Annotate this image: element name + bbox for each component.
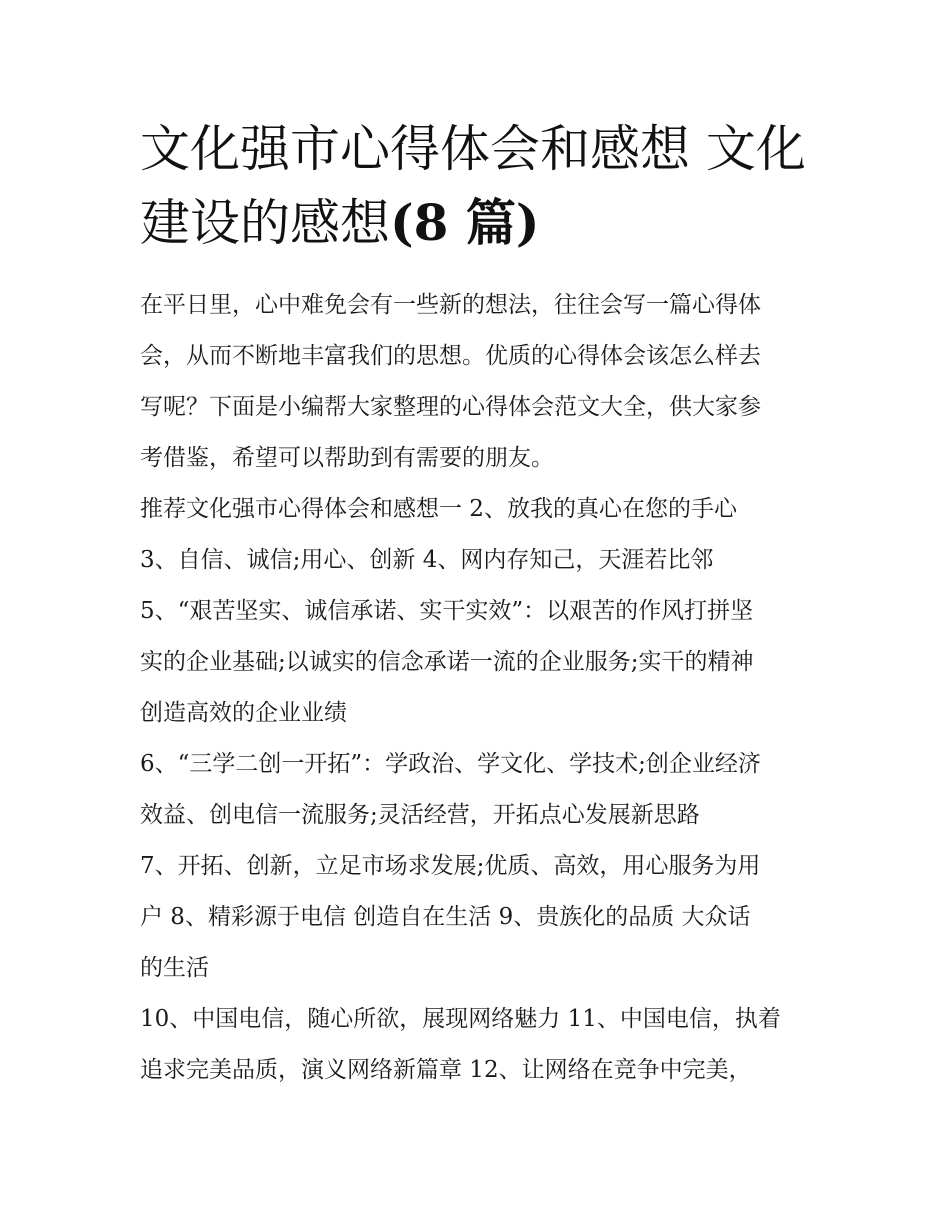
paragraph-item-7-9 [140, 841, 812, 994]
paragraph-item-5 [140, 586, 812, 739]
text-line: 3、自信、诚信;用心、创新 4、网内存知己，天涯若比邻 [140, 547, 714, 573]
text-line: 效益、创电信一流服务;灵活经营，开拓点心发展新思路 [140, 802, 700, 828]
text-line: 10、中国电信，随心所欲，展现网络魅力 11、中国电信，执着 [140, 1006, 781, 1032]
text-line: 的生活 [140, 955, 209, 981]
document-page [140, 112, 812, 1096]
text-line: 推荐文化强市心得体会和感想一 2、放我的真心在您的手心 [140, 496, 737, 522]
text-line: 6、“三学二创一开拓”：学政治、学文化、学技术;创企业经济 [140, 751, 761, 777]
paragraph-recommend [140, 484, 812, 535]
text-line: 实的企业基础;以诚实的信念承诺一流的企业服务;实干的精神 [140, 649, 754, 675]
text-line: 5、“艰苦坚实、诚信承诺、实干实效”：以艰苦的作风打拼坚 [140, 598, 754, 624]
document-title [140, 112, 812, 260]
text-line: 创造高效的企业业绩 [140, 700, 347, 726]
title-line-2 [140, 186, 812, 260]
paragraph-item-3-4 [140, 535, 812, 586]
title-line-2-text: 建设的感想 [140, 194, 390, 252]
text-line: 追求完美品质，演义网络新篇章 12、让网络在竞争中完美， [140, 1057, 752, 1083]
text-line: 在平日里，心中难免会有一些新的想法，往往会写一篇心得体 [140, 292, 761, 318]
paragraph-item-10-12 [140, 994, 812, 1096]
text-line: 会，从而不断地丰富我们的思想。优质的心得体会该怎么样去 [140, 343, 761, 369]
text-line: 7、开拓、创新，立足市场求发展;优质、高效，用心服务为用 [140, 853, 761, 879]
title-line-1: 文化强市心得体会和感想 文化 [140, 120, 806, 178]
paragraph-intro [140, 280, 812, 484]
text-line: 户 8、精彩源于电信 创造自在生活 9、贵族化的品质 大众话 [140, 904, 751, 930]
document-body [140, 280, 812, 1096]
text-line: 写呢？下面是小编帮大家整理的心得体会范文大全，供大家参 [140, 394, 761, 420]
text-line: 考借鉴，希望可以帮助到有需要的朋友。 [140, 445, 554, 471]
paragraph-item-6 [140, 739, 812, 841]
title-line-2-count: (8 篇) [390, 193, 540, 252]
